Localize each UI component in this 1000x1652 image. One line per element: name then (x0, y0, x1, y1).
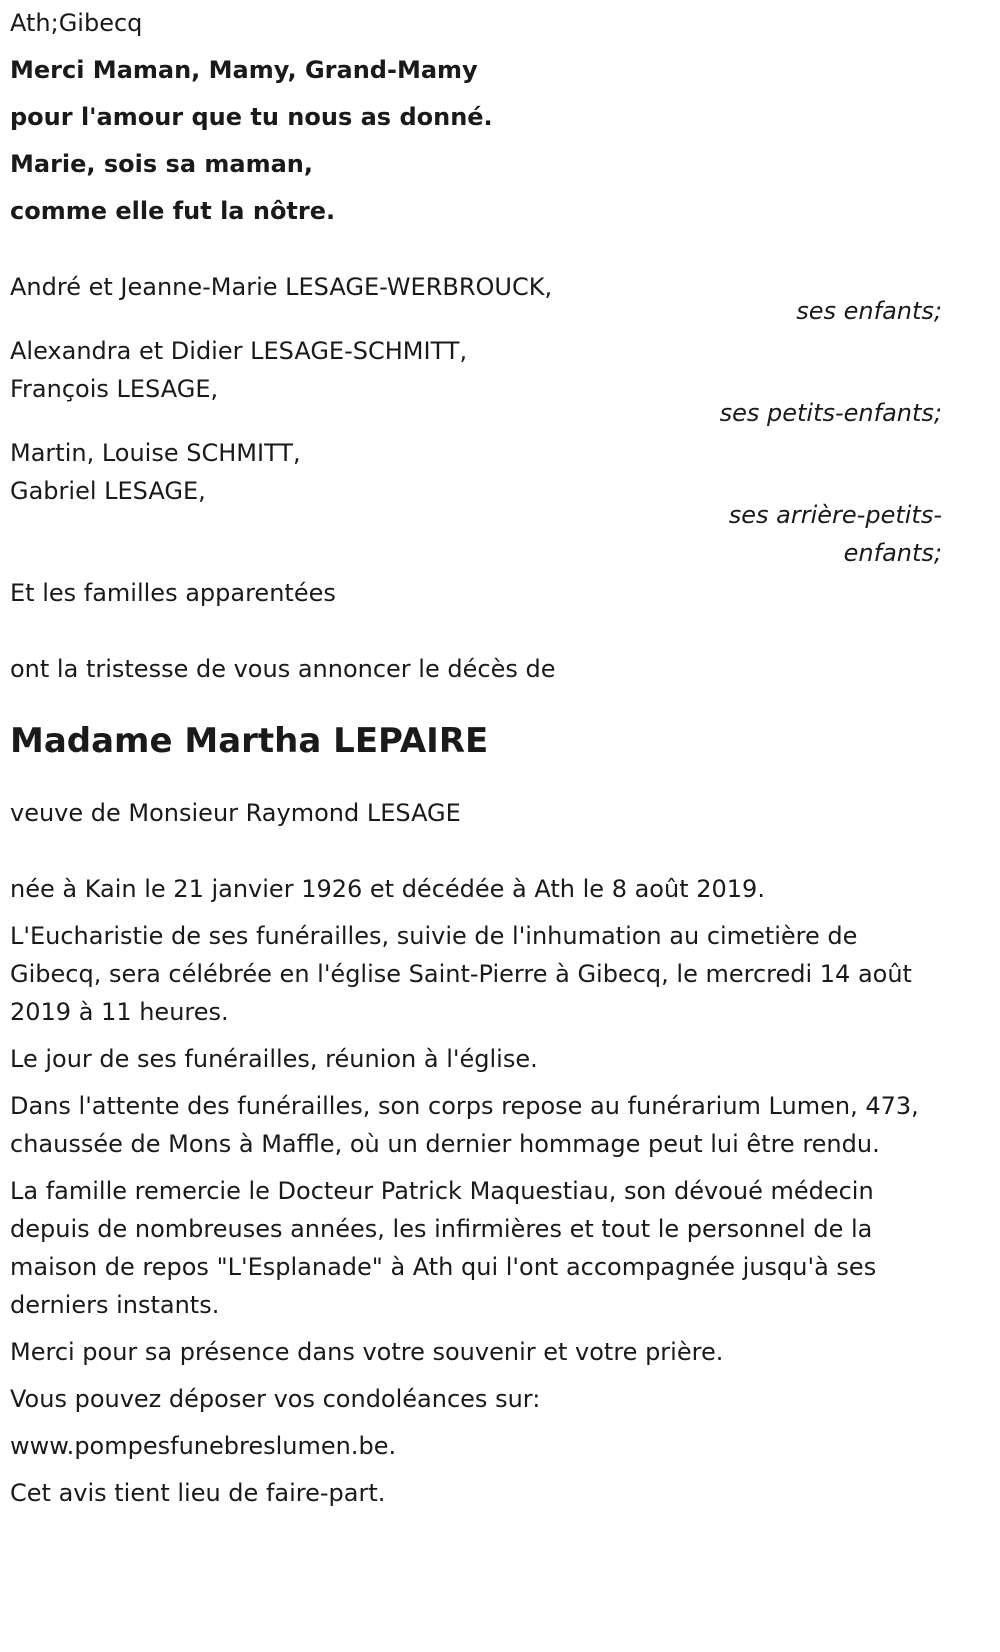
great-grandchildren-role: ses arrière-petits- (728, 501, 942, 529)
great-grandchildren-names: Martin, Louise SCHMITT, (10, 439, 301, 467)
announcement-intro: ont la tristesse de vous annoncer le décès de (10, 655, 556, 683)
funeral-details: L'Eucharistie de ses funérailles, suivie de l'inhumation au cimetière de Gibecq, sera célébrée en l'église Saint-Pierre à Gibecq, le mercredi 14 août 2019 à 11 heures. (10, 922, 912, 1026)
birth-death-line: née à Kain le 21 janvier 1926 et décédée à Ath le 8 août 2019. (10, 875, 765, 903)
deceased-name: Madame Martha LEPAIRE (10, 721, 489, 761)
grandchildren-role: ses petits-enfants; (719, 399, 942, 427)
website-line: www.pompesfunebreslumen.be. (10, 1432, 397, 1460)
poem-line: pour l'amour que tu nous as donné. (10, 103, 493, 131)
poem-line: comme elle fut la nôtre. (10, 197, 336, 225)
reunion-line: Le jour de ses funérailles, réunion à l'église. (10, 1045, 538, 1073)
relatives-line: Et les familles apparentées (10, 579, 336, 607)
location-line: Ath;Gibecq (10, 9, 143, 37)
grandchildren-names: Alexandra et Didier LESAGE-SCHMITT, (10, 337, 468, 365)
condolences-line: Vous pouvez déposer vos condoléances sur: (10, 1385, 541, 1413)
widow-of: veuve de Monsieur Raymond LESAGE (10, 799, 461, 827)
children-role: ses enfants; (796, 297, 942, 325)
details (10, 870, 942, 1512)
closing-line: Cet avis tient lieu de faire-part. (10, 1479, 386, 1507)
poem-line: Marie, sois sa maman, (10, 150, 313, 178)
great-grandchildren-names: Gabriel LESAGE, (10, 477, 206, 505)
children-names: André et Jeanne-Marie LESAGE-WERBROUCK, (10, 273, 553, 301)
poem-line: Merci Maman, Mamy, Grand-Mamy (10, 56, 478, 84)
thanks-paragraph: La famille remercie le Docteur Patrick Maquestiau, son dévoué médecin depuis de nombreuses années, les infirmières et tout le personnel de la maison de repos "L'Esplanade" à Ath qui l'ont accompagnée jusqu'à ses derniers instants. (10, 1177, 877, 1319)
great-grandchildren-role: enfants; (843, 539, 942, 567)
death-notice (10, 0, 942, 1512)
funerarium-details: Dans l'attente des funérailles, son corps repose au funérarium Lumen, 473, chaussée de Mons à Maffle, où un dernier hommage peut lui être rendu. (10, 1092, 919, 1158)
family-list (10, 268, 942, 612)
prayer-line: Merci pour sa présence dans votre souvenir et votre prière. (10, 1338, 724, 1366)
poem (10, 51, 942, 230)
grandchildren-names: François LESAGE, (10, 375, 219, 403)
